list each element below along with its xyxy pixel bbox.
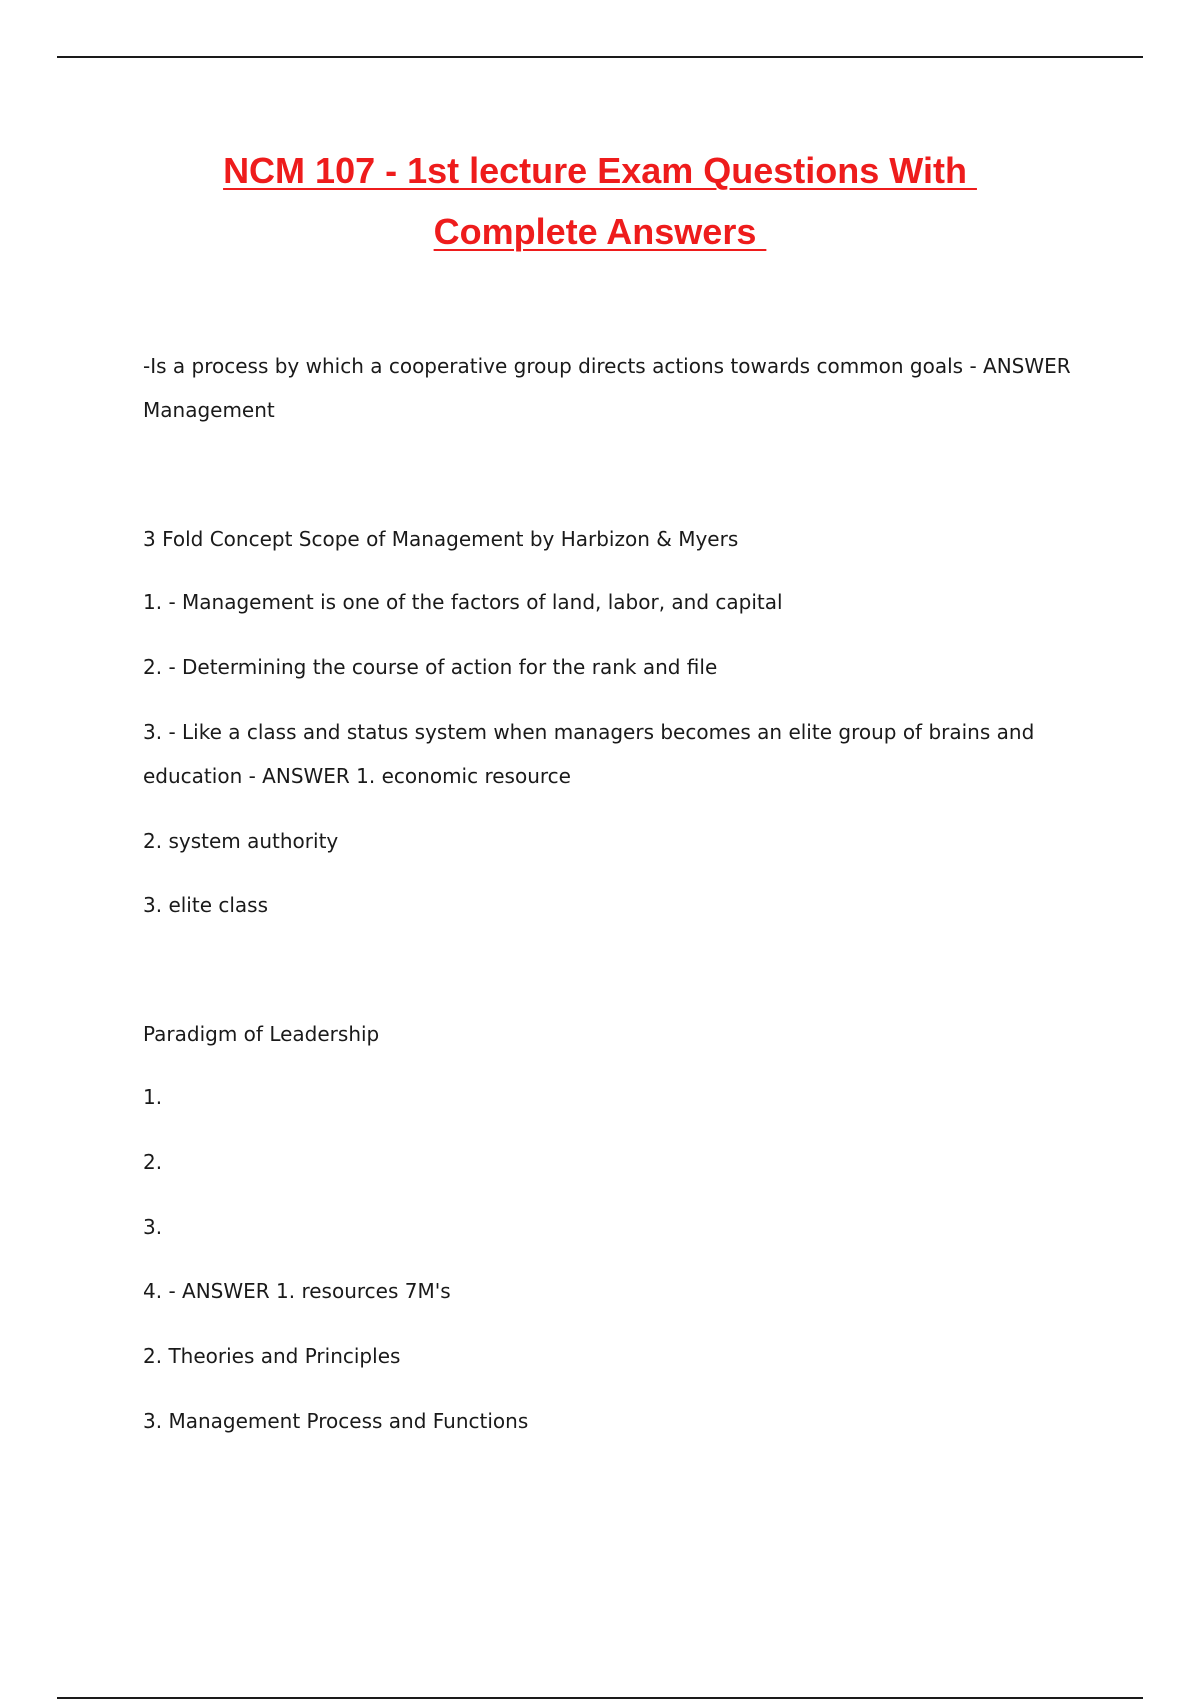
question-2-item-2: 2. - Determining the course of action for the rank and file bbox=[143, 655, 718, 679]
question-2-item-3-line-1: 3. - Like a class and status system when managers becomes an elite group of brains and bbox=[143, 720, 1035, 744]
question-3-item-4: 4. - ANSWER 1. resources 7M's bbox=[143, 1279, 451, 1303]
question-3-answer-2: 2. Theories and Principles bbox=[143, 1344, 401, 1368]
question-2-heading: 3 Fold Concept Scope of Management by Harbizon & Myers bbox=[143, 527, 739, 551]
header-rule bbox=[57, 56, 1143, 58]
footer-rule bbox=[57, 1697, 1143, 1699]
question-3-heading: Paradigm of Leadership bbox=[143, 1022, 380, 1046]
document-title bbox=[0, 140, 1200, 262]
question-2-item-1: 1. - Management is one of the factors of land, labor, and capital bbox=[143, 590, 783, 614]
question-3-item-3: 3. bbox=[143, 1215, 163, 1239]
title-line-2: Complete Answers bbox=[433, 211, 767, 252]
question-2-answer-3: 3. elite class bbox=[143, 893, 269, 917]
question-1-line-2: Management bbox=[143, 398, 275, 422]
question-1-line-1: -Is a process by which a cooperative group directs actions towards common goals - ANSWER bbox=[143, 354, 1071, 378]
question-3-answer-3: 3. Management Process and Functions bbox=[143, 1409, 529, 1433]
question-3-item-2: 2. bbox=[143, 1150, 163, 1174]
question-2-item-3-line-2: education - ANSWER 1. economic resource bbox=[143, 764, 571, 788]
question-2-answer-2: 2. system authority bbox=[143, 829, 339, 853]
question-3-item-1: 1. bbox=[143, 1085, 163, 1109]
title-line-1: NCM 107 - 1st lecture Exam Questions With bbox=[223, 150, 977, 191]
